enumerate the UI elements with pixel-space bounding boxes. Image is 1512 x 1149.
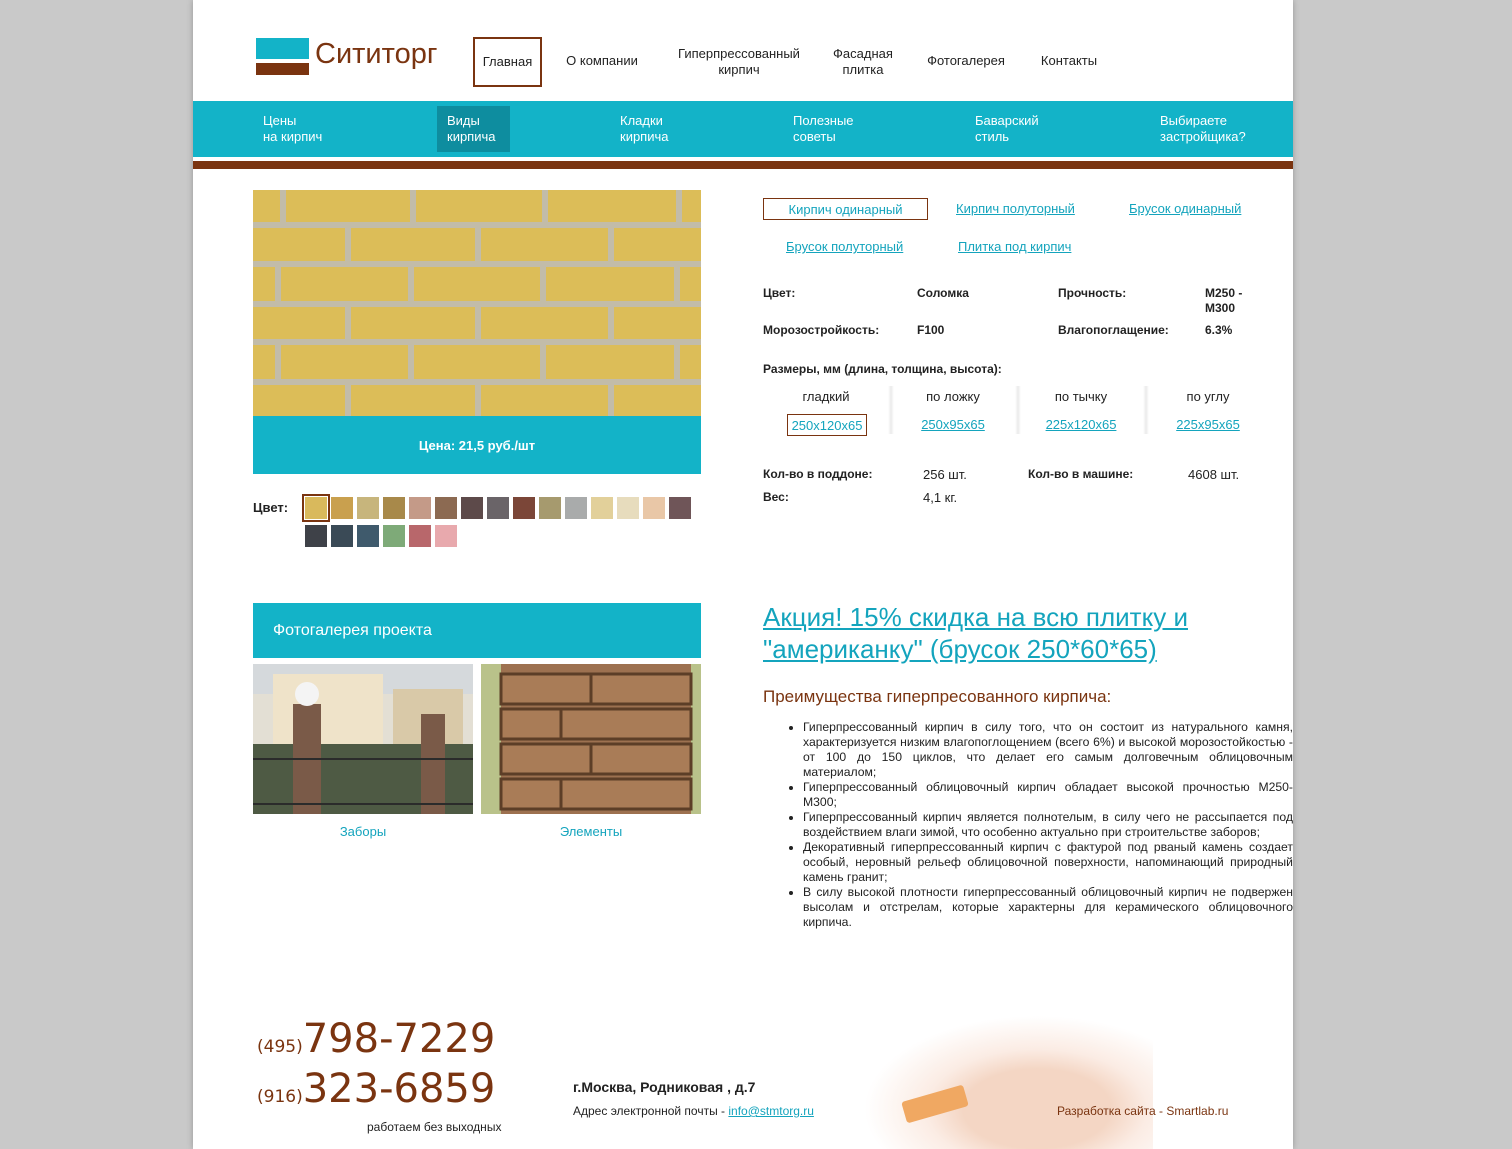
size-head-smooth: гладкий — [802, 389, 850, 404]
color-swatches — [305, 497, 705, 549]
gallery-photo-elements[interactable] — [481, 664, 701, 814]
list-item: • Гиперпрессованный кирпич в силу того, что он состоит из натурального камня, характеризуется низким влагопоглощением (всего 6%) и высокой морозостойкостью - от 100 до 150 циклов, что делает его самым долговечным облицовочным материалом; — [803, 720, 1293, 780]
topnav-photogallery[interactable]: Фотогалерея — [927, 53, 1005, 68]
size-stretcher-link[interactable]: 250x95x65 — [921, 417, 985, 432]
phone-2: (916)323-6859 — [257, 1066, 496, 1112]
logo-text[interactable]: Сититорг — [315, 38, 438, 70]
color-swatch[interactable] — [409, 525, 431, 547]
sizes-title: Размеры, мм (длина, толщина, высота): — [763, 362, 1002, 376]
color-swatch[interactable] — [539, 497, 561, 519]
color-swatch[interactable] — [669, 497, 691, 519]
color-swatch[interactable] — [643, 497, 665, 519]
list-item: • Гиперпрессованный облицовочный кирпич обладает высокой прочностью М250-М300; — [803, 780, 1293, 810]
advantages-title: Преимущества гиперпресованного кирпича: — [763, 687, 1112, 706]
color-swatch[interactable] — [331, 525, 353, 547]
promo-link[interactable]: Акция! 15% скидка на всю плитку и "американку" (брусок 250*60*65) — [763, 602, 1189, 664]
gallery-caption-fences[interactable]: Заборы — [339, 824, 387, 839]
color-swatch[interactable] — [305, 525, 327, 547]
gallery-title: Фотогалерея проекта — [253, 603, 701, 658]
size-head-corner: по углу — [1186, 389, 1230, 404]
size-corner-link[interactable]: 225x95x65 — [1176, 417, 1240, 432]
tab-brick-tile[interactable]: Плитка под кирпич — [958, 239, 1072, 254]
hand-image — [863, 1015, 1153, 1149]
address: г.Москва, Родниковая , д.7 — [573, 1079, 756, 1095]
pallet-qty-key: Кол-во в поддоне: — [763, 467, 873, 481]
subnav-brick-types[interactable]: Виды кирпича — [437, 106, 510, 152]
logo-mark[interactable] — [256, 38, 309, 75]
topnav-hyperpressed-brick[interactable]: Гиперпрессованный кирпич — [678, 46, 800, 77]
tab-one-and-half-block[interactable]: Брусок полуторный — [786, 239, 904, 254]
page — [193, 0, 1293, 1149]
sub-nav-bar — [193, 101, 1293, 157]
prop-color-key: Цвет: — [763, 286, 796, 300]
topnav-facade-tile[interactable]: Фасадная плитка — [833, 46, 893, 77]
email-link[interactable]: info@stmtorg.ru — [728, 1104, 814, 1118]
prop-color-value: Соломка — [917, 286, 969, 300]
prop-water-value: 6.3% — [1205, 323, 1233, 337]
working-hours: работаем без выходных — [367, 1120, 502, 1134]
color-swatch[interactable] — [383, 497, 405, 519]
tab-single-block[interactable]: Брусок одинарный — [1129, 201, 1242, 216]
pallet-qty-value: 256 шт. — [923, 467, 967, 482]
weight-key: Вес: — [763, 490, 789, 504]
tab-one-and-half-brick[interactable]: Кирпич полуторный — [956, 201, 1075, 216]
color-swatch[interactable] — [357, 525, 379, 547]
color-swatch[interactable] — [461, 497, 483, 519]
subnav-brick-prices[interactable]: Цены на кирпич — [263, 113, 323, 144]
color-swatch[interactable] — [409, 497, 431, 519]
gallery-photo-fences[interactable] — [253, 664, 473, 814]
truck-qty-key: Кол-во в машине: — [1028, 467, 1134, 481]
color-swatch[interactable] — [617, 497, 639, 519]
color-swatch[interactable] — [591, 497, 613, 519]
prop-strength-value: М250 - М300 — [1205, 286, 1243, 315]
topnav-contacts[interactable]: Контакты — [1040, 53, 1098, 68]
list-item: • В силу высокой плотности гиперпрессованный облицовочный кирпич не подвержен высолам и отстрелам, которые характерны для керамического облицовочного кирпича. — [803, 885, 1293, 930]
phone-1: (495)798-7229 — [257, 1016, 496, 1062]
prop-strength-key: Прочность: — [1058, 286, 1127, 300]
truck-qty-value: 4608 шт. — [1188, 467, 1240, 482]
color-swatch[interactable] — [331, 497, 353, 519]
color-swatch[interactable] — [435, 497, 457, 519]
gallery-caption-elements[interactable]: Элементы — [559, 824, 623, 839]
topnav-about[interactable]: О компании — [566, 53, 638, 68]
size-head-header: по тычку — [1054, 389, 1108, 404]
developer-credit[interactable]: Разработка сайта - Smartlab.ru — [1057, 1104, 1229, 1118]
subnav-brickwork[interactable]: Кладки кирпича — [620, 113, 669, 144]
email-line: Адрес электронной почты - info@stmtorg.ru — [573, 1104, 814, 1118]
prop-water-key: Влагопоглащение: — [1058, 323, 1169, 337]
color-swatch[interactable] — [305, 497, 327, 519]
subnav-useful-tips[interactable]: Полезные советы — [793, 113, 854, 144]
size-head-stretcher: по ложку — [926, 389, 980, 404]
prop-frost-key: Морозостройкость: — [763, 323, 880, 337]
color-swatch[interactable] — [383, 525, 405, 547]
color-swatch[interactable] — [487, 497, 509, 519]
color-swatch[interactable] — [513, 497, 535, 519]
topnav-home[interactable]: Главная — [473, 37, 542, 87]
advantages-list — [783, 720, 1293, 930]
size-smooth-link[interactable]: 250x120x65 — [787, 414, 867, 436]
tab-single-brick[interactable]: Кирпич одинарный — [763, 198, 928, 220]
color-swatch[interactable] — [435, 525, 457, 547]
list-item: • Декоративный гиперпрессованный кирпич с фактурой под рваный камень создает особый, неровный рельеф облицовочной поверхности, напоминающий природный камень гранит; — [803, 840, 1293, 885]
divider-brown — [193, 161, 1293, 169]
weight-value: 4,1 кг. — [923, 490, 958, 505]
list-item: • Гиперпрессованный кирпич является полнотелым, в силу чего не рассыпается под воздействием влаги зимой, что особенно актуально при строительстве заборов; — [803, 810, 1293, 840]
color-swatch[interactable] — [357, 497, 379, 519]
prop-frost-value: F100 — [917, 323, 945, 337]
size-header-link[interactable]: 225x120x65 — [1045, 417, 1117, 432]
price-label: Цена: 21,5 руб./шт — [253, 416, 701, 474]
subnav-choose-builder[interactable]: Выбираете застройщика? — [1160, 113, 1246, 144]
brick-image — [253, 190, 701, 416]
subnav-bavarian-style[interactable]: Баварский стиль — [975, 113, 1039, 144]
color-swatch[interactable] — [565, 497, 587, 519]
color-label: Цвет: — [253, 500, 289, 515]
